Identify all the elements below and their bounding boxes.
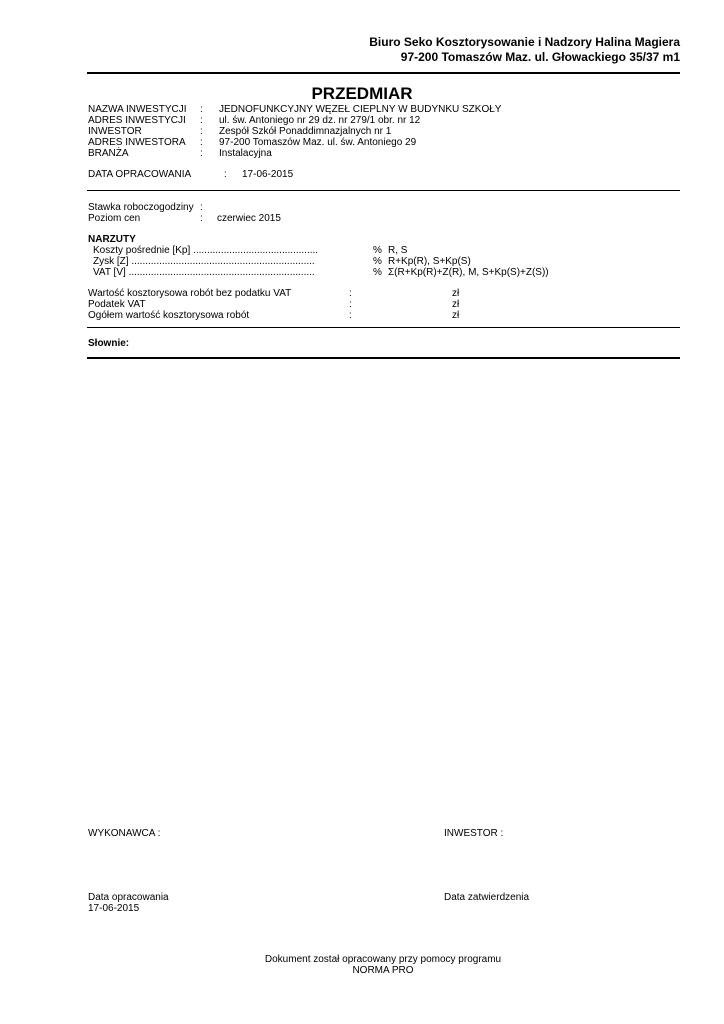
page-title: PRZEDMIAR [311, 84, 413, 103]
narzut-pct: % [373, 267, 382, 278]
narzut-pct: % [373, 245, 382, 256]
info-sep: : [200, 148, 203, 159]
value-unit: zł [452, 310, 460, 321]
info-sep: : [200, 104, 203, 115]
section-divider [87, 357, 680, 359]
poziom-sep: : [200, 213, 203, 224]
value-unit: zł [452, 299, 460, 310]
data-opracowania-label: Data opracowania [88, 892, 169, 903]
section-divider [87, 190, 680, 191]
info-sep: : [200, 137, 203, 148]
stawka-label: Stawka roboczogodziny [88, 202, 194, 213]
narzut-formula-kp: R, S [388, 245, 408, 256]
value-label-ogolem: Ogółem wartość kosztorysowa robót [88, 310, 250, 321]
inwestor-label: INWESTOR : [444, 828, 504, 839]
header-divider [87, 72, 680, 74]
company-address: 97-200 Tomaszów Maz. ul. Głowackiego 35/37 m1 [400, 50, 680, 64]
info-label-inwestor: INWESTOR [88, 126, 142, 137]
value-sep: : [349, 299, 352, 310]
slownie-label: Słownie: [88, 338, 130, 349]
info-label-branza: BRANŻA [88, 148, 129, 159]
info-value-inwestor: Zespół Szkół Ponaddimnazjalnych nr 1 [219, 126, 392, 137]
value-label-vat: Podatek VAT [88, 299, 146, 310]
narzut-formula-zysk: R+Kp(R), S+Kp(S) [388, 256, 471, 267]
data-opracowania-value: 17-06-2015 [88, 903, 140, 914]
info-value-nazwa: JEDNOFUNKCYJNY WĘZEŁ CIEPLNY W BUDYNKU SZKOŁY [219, 104, 502, 115]
narzut-formula-vat: Σ(R+Kp(R)+Z(R), M, S+Kp(S)+Z(S)) [388, 267, 549, 278]
footer-line1: Dokument został opracowany przy pomocy programu [264, 954, 502, 965]
narzut-pct: % [373, 256, 382, 267]
info-label-nazwa: NAZWA INWESTYCJI [88, 104, 187, 115]
info-value-adres-inwestora: 97-200 Tomaszów Maz. ul. św. Antoniego 29 [219, 137, 417, 148]
footer-line2: NORMA PRO [352, 965, 414, 976]
info-sep: : [200, 115, 203, 126]
stawka-sep: : [200, 202, 203, 213]
section-divider [87, 327, 680, 328]
data-zatwierdzenia-label: Data zatwierdzenia [444, 892, 530, 903]
narzut-label-zysk: Zysk [Z] .................................................................. [93, 256, 315, 267]
poziom-value: czerwiec 2015 [217, 213, 281, 224]
value-label-netto: Wartość kosztorysowa robót bez podatku VAT [88, 288, 292, 299]
narzut-label-vat: VAT [V] ................................................................... [93, 267, 315, 278]
info-label-adres: ADRES INWESTYCJI [88, 115, 186, 126]
wykonawca-label: WYKONAWCA : [88, 828, 161, 839]
company-name: Biuro Seko Kosztorysowanie i Nadzory Halina Magiera [369, 35, 680, 49]
value-unit: zł [452, 288, 460, 299]
poziom-label: Poziom cen [88, 213, 141, 224]
date-sep: : [224, 169, 227, 180]
info-value-adres: ul. św. Antoniego nr 29 dz. nr 279/1 obr. nr 12 [219, 115, 421, 126]
date-value: 17-06-2015 [242, 169, 294, 180]
value-sep: : [349, 310, 352, 321]
value-sep: : [349, 288, 352, 299]
narzut-label-kp: Koszty pośrednie [Kp] ............................................. [93, 245, 319, 256]
info-value-branza: Instalacyjna [219, 148, 272, 159]
info-sep: : [200, 126, 203, 137]
narzuty-title: NARZUTY [88, 234, 136, 245]
date-label: DATA OPRACOWANIA [88, 169, 192, 180]
info-label-adres-inwestora: ADRES INWESTORA [88, 137, 186, 148]
